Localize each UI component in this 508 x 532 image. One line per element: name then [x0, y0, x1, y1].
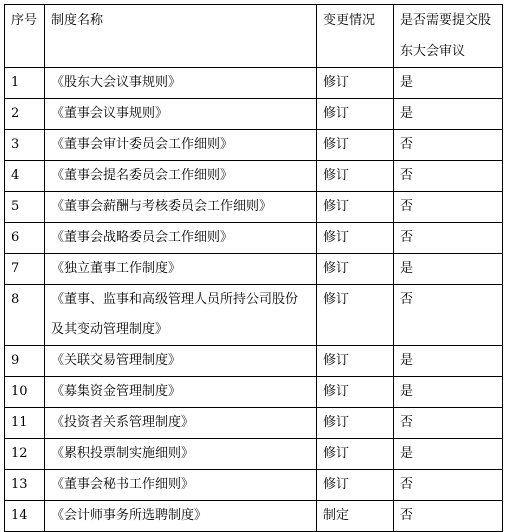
cell-no: 1 — [5, 68, 45, 99]
cell-name: 《股东大会议事规则》 — [45, 68, 317, 99]
table-row — [5, 99, 503, 130]
cell-submit: 是 — [394, 68, 503, 99]
cell-no: 10 — [5, 377, 45, 408]
table-row — [5, 161, 503, 192]
cell-submit: 否 — [394, 408, 503, 439]
cell-no: 8 — [5, 285, 45, 346]
cell-submit: 是 — [394, 254, 503, 285]
cell-change: 修订 — [317, 99, 394, 130]
table-row — [5, 346, 503, 377]
cell-no: 12 — [5, 439, 45, 470]
cell-submit: 是 — [394, 99, 503, 130]
cell-name: 《董事会审计委员会工作细则》 — [45, 130, 317, 161]
cell-change: 修订 — [317, 68, 394, 99]
cell-no: 5 — [5, 192, 45, 223]
cell-name: 《累积投票制实施细则》 — [45, 439, 317, 470]
cell-no: 14 — [5, 501, 45, 532]
cell-change: 修订 — [317, 161, 394, 192]
cell-no: 3 — [5, 130, 45, 161]
table-row — [5, 470, 503, 501]
cell-name: 《募集资金管理制度》 — [45, 377, 317, 408]
cell-name: 《董事会提名委员会工作细则》 — [45, 161, 317, 192]
cell-name: 《独立董事工作制度》 — [45, 254, 317, 285]
cell-change: 修订 — [317, 192, 394, 223]
table-row — [5, 501, 503, 532]
cell-submit: 否 — [394, 130, 503, 161]
cell-change: 制定 — [317, 501, 394, 532]
cell-no: 6 — [5, 223, 45, 254]
table-row — [5, 130, 503, 161]
table-row — [5, 254, 503, 285]
cell-no: 4 — [5, 161, 45, 192]
cell-name: 《董事会秘书工作细则》 — [45, 470, 317, 501]
header-name: 制度名称 — [45, 5, 317, 68]
cell-name: 《董事会议事规则》 — [45, 99, 317, 130]
table-row — [5, 439, 503, 470]
table-header-row — [5, 5, 503, 68]
cell-no: 11 — [5, 408, 45, 439]
cell-no: 7 — [5, 254, 45, 285]
header-submit: 是否需要提交股东大会审议 — [394, 5, 503, 68]
cell-change: 修订 — [317, 254, 394, 285]
cell-change: 修订 — [317, 346, 394, 377]
cell-change: 修订 — [317, 130, 394, 161]
cell-change: 修订 — [317, 223, 394, 254]
cell-change: 修订 — [317, 285, 394, 346]
cell-submit: 是 — [394, 346, 503, 377]
cell-name: 《关联交易管理制度》 — [45, 346, 317, 377]
cell-submit: 否 — [394, 161, 503, 192]
cell-change: 修订 — [317, 439, 394, 470]
cell-name: 《董事会战略委员会工作细则》 — [45, 223, 317, 254]
table-row — [5, 223, 503, 254]
cell-no: 13 — [5, 470, 45, 501]
cell-name: 《董事会薪酬与考核委员会工作细则》 — [45, 192, 317, 223]
header-change: 变更情况 — [317, 5, 394, 68]
table-row — [5, 285, 503, 346]
cell-name: 《会计师事务所选聘制度》 — [45, 501, 317, 532]
cell-submit: 否 — [394, 223, 503, 254]
cell-submit: 是 — [394, 377, 503, 408]
cell-change: 修订 — [317, 377, 394, 408]
cell-submit: 否 — [394, 470, 503, 501]
cell-submit: 是 — [394, 439, 503, 470]
cell-submit: 否 — [394, 192, 503, 223]
cell-name: 《董事、监事和高级管理人员所持公司股份及其变动管理制度》 — [45, 285, 317, 346]
table-row — [5, 68, 503, 99]
table-row — [5, 408, 503, 439]
cell-submit: 否 — [394, 285, 503, 346]
cell-change: 修订 — [317, 408, 394, 439]
header-no: 序号 — [5, 5, 45, 68]
table-row — [5, 377, 503, 408]
cell-no: 9 — [5, 346, 45, 377]
cell-name: 《投资者关系管理制度》 — [45, 408, 317, 439]
cell-submit: 否 — [394, 501, 503, 532]
cell-no: 2 — [5, 99, 45, 130]
rules-table — [4, 4, 503, 532]
table-row — [5, 192, 503, 223]
cell-change: 修订 — [317, 470, 394, 501]
